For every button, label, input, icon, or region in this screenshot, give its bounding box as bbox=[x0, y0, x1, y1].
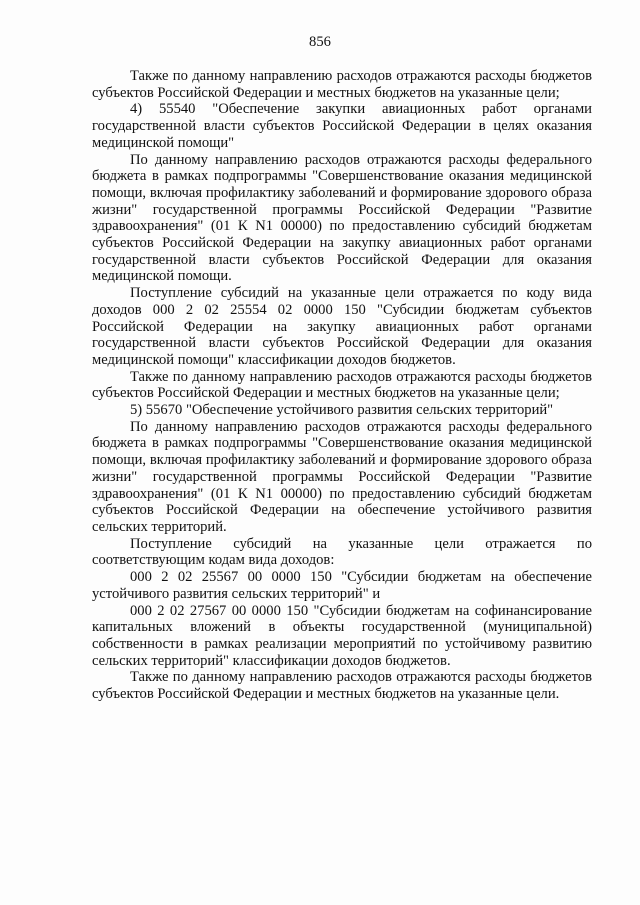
paragraph-income-code-25567: 000 2 02 25567 00 0000 150 "Субсидии бюджетам на обеспечение устойчивого развития сельских территорий" и bbox=[92, 569, 592, 602]
page-number: 856 bbox=[309, 34, 331, 50]
paragraph-subsidy-income-rural: Поступление субсидий на указанные цели отражается по соответствующим кодам вида доходов: bbox=[92, 535, 592, 569]
paragraph-also-expenses-2: Также по данному направлению расходов отражаются расходы бюджетов субъектов Российской Федерации и местных бюджетов на указанные цели; bbox=[92, 368, 592, 402]
document-body bbox=[92, 68, 592, 703]
paragraph-also-expenses-3: Также по данному направлению расходов отражаются расходы бюджетов субъектов Российской Федерации и местных бюджетов на указанные цели. bbox=[92, 669, 592, 703]
paragraph-income-code-27567: 000 2 02 27567 00 0000 150 "Субсидии бюджетам на софинансирование капитальных вложений в объекты государственной (муниципальной) собственности в рамках реализации мероприятий по устойчивому развитию сельских территорий" классификации доходов бюджетов. bbox=[92, 602, 592, 669]
paragraph-also-expenses-1: Также по данному направлению расходов отражаются расходы бюджетов субъектов Российской Федерации и местных бюджетов на указанные цели; bbox=[92, 68, 592, 101]
paragraph-subsidy-income-aviation: Поступление субсидий на указанные цели отражается по коду вида доходов 000 2 02 25554 02 0000 150 "Субсидии бюджетам субъектов Российской Федерации на закупку авиационных работ органами государственной власти субъектов Российской Федерации для оказания медицинской помощи" классификации доходов бюджетов. bbox=[92, 285, 592, 368]
paragraph-federal-budget-aviation: По данному направлению расходов отражаются расходы федерального бюджета в рамках подпрограммы "Совершенствование оказания медицинской помощи, включая профилактику заболеваний и формирование здорового образа жизни" государственной программы Российской Федерации "Развитие здравоохранения" (01 К N1 00000) по предоставлению субсидий бюджетам субъектов Российской Федерации на закупку авиационных работ органами государственной власти субъектов Российской Федерации для оказания медицинской помощи. bbox=[92, 151, 592, 285]
paragraph-item-4-heading: 4) 55540 "Обеспечение закупки авиационных работ органами государственной власти субъектов Российской Федерации в целях оказания медицинской помощи" bbox=[92, 101, 592, 151]
paragraph-federal-budget-rural: По данному направлению расходов отражаются расходы федерального бюджета в рамках подпрограммы "Совершенствование оказания медицинской помощи, включая профилактику заболеваний и формирование здорового образа жизни" государственной программы Российской Федерации "Развитие здравоохранения" (01 К N1 00000) по предоставлению субсидий бюджетам субъектов Российской Федерации на обеспечение устойчивого развития сельских территорий. bbox=[92, 418, 592, 535]
paragraph-item-5-heading: 5) 55670 "Обеспечение устойчивого развития сельских территорий" bbox=[130, 402, 554, 419]
